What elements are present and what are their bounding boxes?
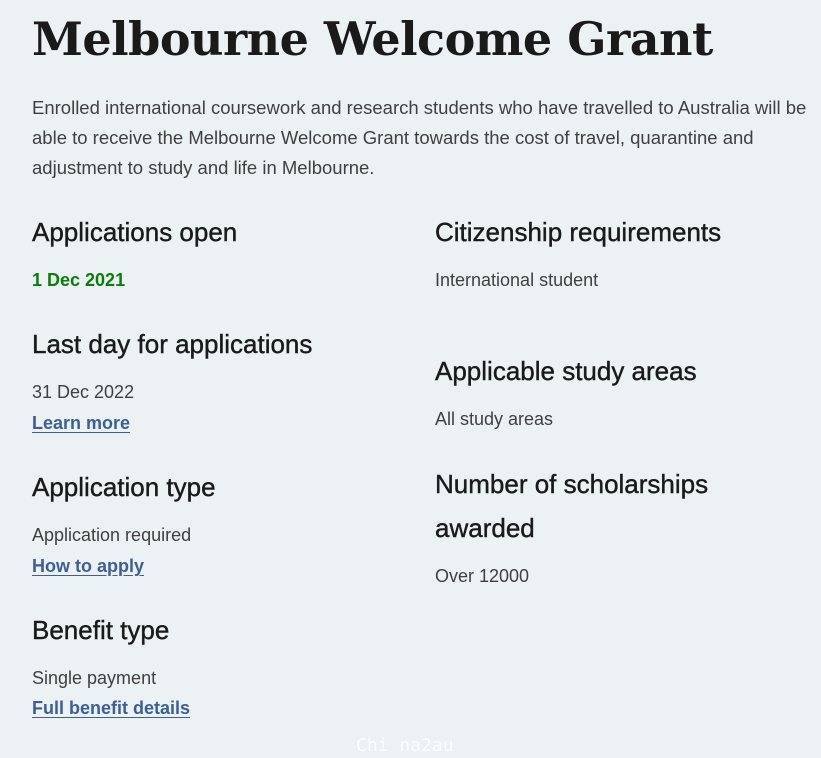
applications-open-heading: Applications open [32,217,238,247]
learn-more-link[interactable]: Learn more [32,413,131,433]
citizenship-heading: Citizenship requirements [435,217,722,247]
full-benefit-details-link[interactable]: Full benefit details [32,698,191,718]
citizenship-value: International student [435,270,599,290]
study-areas-heading: Applicable study areas [435,356,697,386]
benefit-type-heading: Benefit type [32,615,170,645]
benefit-type-value: Single payment [32,668,157,688]
study-areas-value: All study areas [435,409,554,429]
how-to-apply-link[interactable]: How to apply [32,556,144,576]
last-day-date: 31 Dec 2022 [32,382,135,402]
page-title: Melbourne Welcome Grant [32,12,713,66]
application-type-value: Application required [32,525,192,545]
scholarships-heading: Number of scholarships awarded [435,469,709,543]
watermark-text: Chi na2au [356,735,454,756]
application-type-heading: Application type [32,472,216,502]
last-day-heading: Last day for applications [32,329,313,359]
intro-paragraph: Enrolled international coursework and research students who have travelled to Australia will be able to receive the Melbourne Welcome Grant towards the cost of travel, quarantine and adjustment to study and life in Melbourne. [32,97,807,178]
scholarships-value: Over 12000 [435,566,530,586]
applications-open-date: 1 Dec 2021 [32,270,126,290]
